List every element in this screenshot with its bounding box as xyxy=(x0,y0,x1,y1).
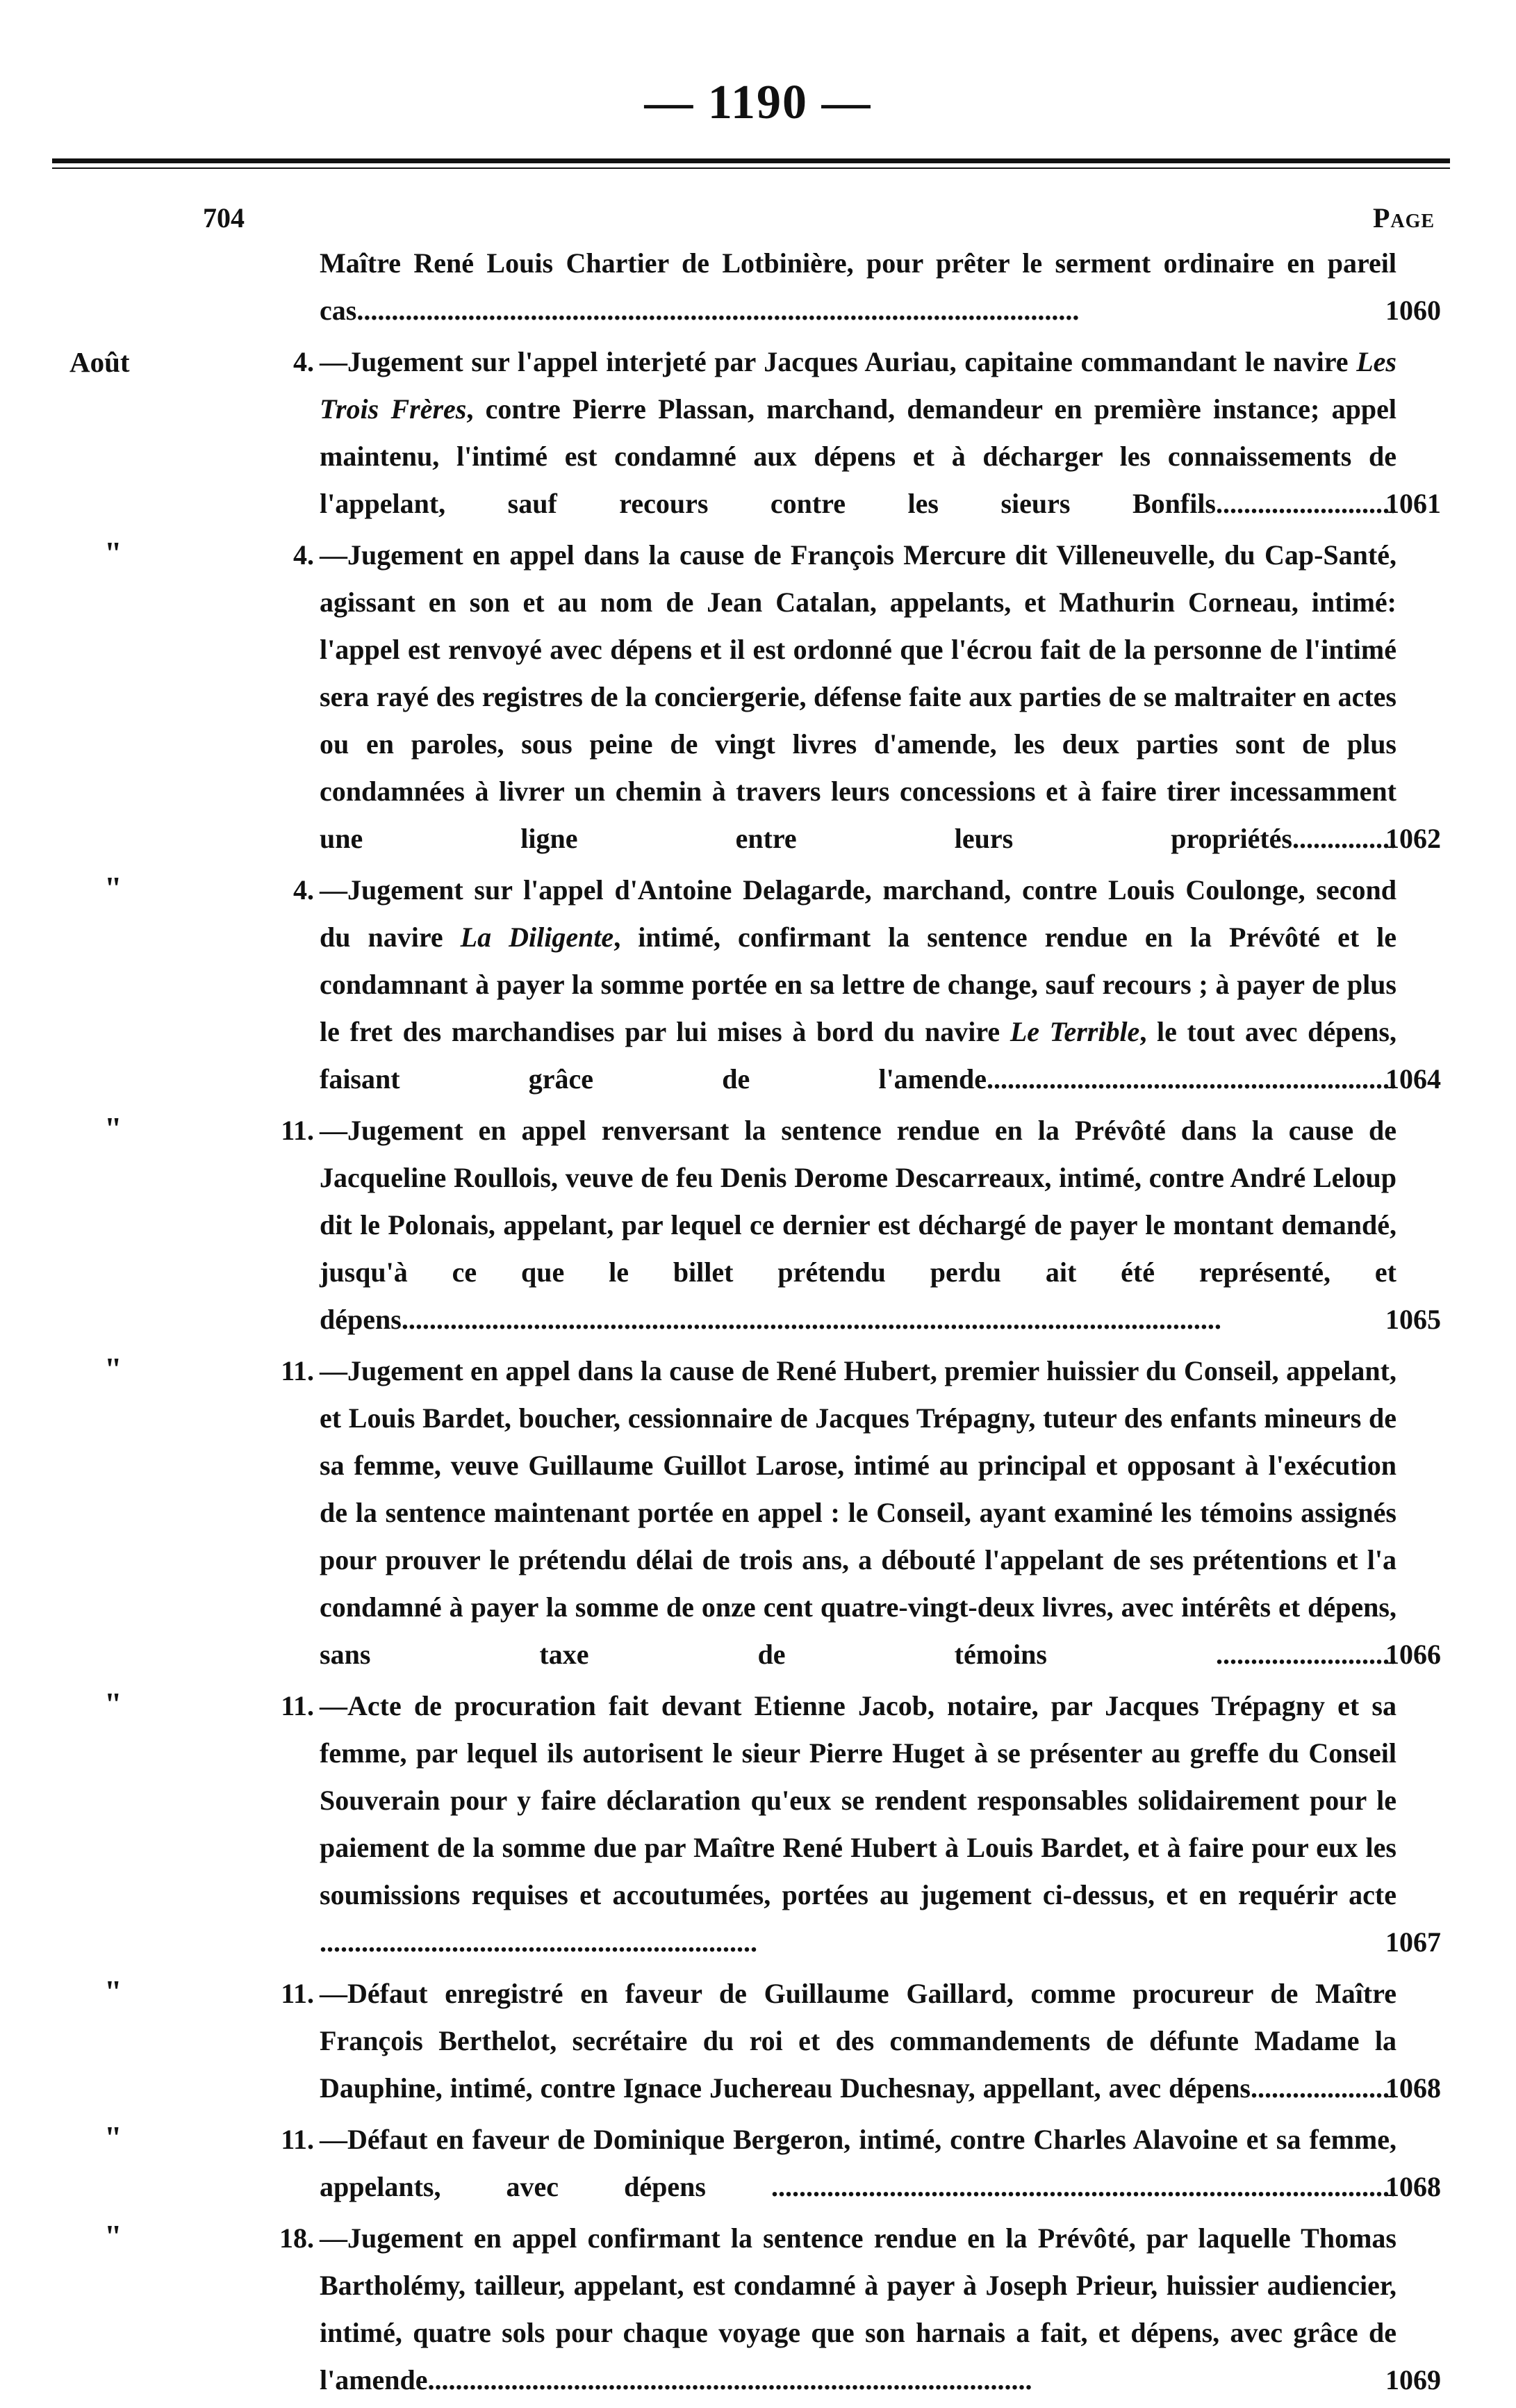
entry-text: —Défaut en faveur de Dominique Bergeron, intimé, contre Charles Alavoine et sa femme, appelants, avec dépens .......................................................................................... xyxy=(320,2124,1396,2202)
entry-body: Maître René Louis Chartier de Lotbinière, pour prêter le serment ordinaire en pareil cas........................................................................................................ xyxy=(320,247,1396,326)
entry-day: 11. xyxy=(281,1690,314,1721)
list-item xyxy=(0,1682,1516,1966)
ship-name: Les Trois Frères xyxy=(320,346,1396,425)
page-ref: 1069 xyxy=(1385,2364,1441,2395)
page-ref: 1061 xyxy=(1385,488,1441,519)
entry-text: —Jugement sur l'appel d'Antoine Delagarde, marchand, contre Louis Coulonge, second du navire La Diligente, intimé, confirmant la sentence rendue en la Prévôté et le condamnant à payer la somme portée en sa lettre de change, sauf recours ; à payer de plus le fret des marchandises par lui mises à bord du navire Le Terrible, le tout avec dépens, faisant grâce de l'amende........................................................... xyxy=(320,874,1397,1095)
page-ref: 1060 xyxy=(1385,295,1441,326)
entry-text: —Jugement en appel dans la cause de René Hubert, premier huissier du Conseil, appelant, et Louis Bardet, boucher, cessionnaire de Jacques Trépagny, tuteur des enfants mineurs de sa femme, veuve Guillaume Guillot Larose, intimé au principal et opposant à l'exécution de la sentence maintenant portée en appel : le Conseil, ayant examiné les témoins assignés pour prouver le prétendu délai de trois ans, a débouté l'appelant de ses prétentions et l'a condamné à payer la somme de onze cent quatre-vingt-deux livres, avec intérêts et dépens, sans taxe de témoins .......................... xyxy=(320,1355,1396,1670)
page-ref: 1065 xyxy=(1385,1304,1441,1335)
entry-text: —Jugement en appel confirmant la sentence rendue en la Prévôté, par laquelle Thomas Bartholémy, tailleur, appelant, est condamné à payer à Joseph Prieur, huissier audiencier, intimé, quatre sols pour chaque voyage que son harnais a fait, et dépens, avec grâce de l'amende....................................................................................... xyxy=(320,2222,1396,2395)
entry-text xyxy=(320,240,1396,334)
entry-day: 11. xyxy=(281,2124,314,2155)
list-item xyxy=(0,867,1516,1103)
year-label: 704 xyxy=(203,202,245,234)
list-item xyxy=(0,1107,1516,1343)
list-item xyxy=(0,2116,1516,2211)
entry-text: —Défaut enregistré en faveur de Guillaume Gaillard, comme procureur de Maître François Berthelot, secrétaire du roi et des commandements de défunte Madame la Dauphine, intimé, contre Ignace Juchereau Duchesnay, appellant, avec dépens..................... xyxy=(320,1978,1396,2104)
ditto-mark: " xyxy=(104,1351,122,1386)
entry-text: —Jugement en appel dans la cause de François Mercure dit Villeneuvelle, du Cap-Santé, agissant en son et au nom de Jean Catalan, appelants, et Mathurin Corneau, intimé: l'appel est renvoyé avec dépens et il est ordonné que l'écrou fait de la personne de l'intimé sera rayé des registres de la conciergerie, défense faite aux parties de se maltraiter en actes ou en paroles, sous peine de vingt livres d'amende, les deux parties sont de plus condamnées à livrer un chemin à travers leurs concessions et à faire tirer incessamment une ligne entre leurs propriétés............... xyxy=(320,539,1396,854)
list-item xyxy=(0,338,1516,527)
ship-name: La Diligente xyxy=(460,922,614,953)
ditto-mark: " xyxy=(104,1974,122,2009)
ditto-mark: " xyxy=(104,1686,122,1721)
page-ref: 1067 xyxy=(1385,1926,1441,1958)
ditto-mark: " xyxy=(104,2120,122,2155)
list-item xyxy=(0,1970,1516,2112)
list-item xyxy=(0,2215,1516,2404)
page-ref: 1068 xyxy=(1385,2171,1441,2202)
page-ref: 1064 xyxy=(1385,1063,1441,1095)
list-item xyxy=(0,1348,1516,1678)
entry-day: 11. xyxy=(281,1978,314,2009)
page-column-label: Page xyxy=(1373,202,1435,234)
ditto-mark: " xyxy=(104,870,122,906)
entry-day: 4. xyxy=(293,874,314,906)
entry-day: 11. xyxy=(281,1115,314,1146)
entry-text: —Acte de procuration fait devant Etienne Jacob, notaire, par Jacques Trépagny et sa femme, par lequel ils autorisent le sieur Pierre Huget à se présenter au greffe du Conseil Souverain pour y faire déclaration qu'eux se rendent responsables solidairement pour le paiement de la somme due par Maître René Hubert à Louis Bardet, et à faire pour eux les soumissions requises et accoutumées, portées au jugement ci-dessus, et en requérir acte ............................................................... xyxy=(320,1690,1396,1958)
entries-list xyxy=(0,240,1516,2408)
ditto-mark: " xyxy=(104,2218,122,2254)
entry-text: —Jugement en appel renversant la sentence rendue en la Prévôté dans la cause de Jacqueline Roullois, veuve de feu Denis Derome Descarreaux, intimé, contre André Leloup dit le Polonais, appelant, par lequel ce dernier est déchargé de payer le montant demandé, jusqu'à ce que le billet prétendu perdu ait été représenté, et dépens...................................................................................................................... xyxy=(320,1115,1396,1335)
entry-day: 4. xyxy=(293,539,314,571)
ship-name: Le Terrible xyxy=(1010,1016,1140,1047)
entry-month: Août xyxy=(69,346,130,378)
entry-day: 4. xyxy=(293,346,314,377)
page-ref: 1066 xyxy=(1385,1639,1441,1670)
list-item xyxy=(0,532,1516,862)
page-ref: 1062 xyxy=(1385,823,1441,854)
ditto-mark: " xyxy=(104,1111,122,1146)
header-rule xyxy=(52,158,1450,163)
page-ref: 1068 xyxy=(1385,2072,1441,2104)
page-number: — 1190 — xyxy=(644,76,872,129)
entry-day: 11. xyxy=(281,1355,314,1386)
list-item xyxy=(0,240,1516,334)
ditto-mark: " xyxy=(104,535,122,571)
entry-day: 18. xyxy=(279,2222,314,2254)
entry-text: —Jugement sur l'appel interjeté par Jacques Auriau, capitaine commandant le navire Les Trois Frères, contre Pierre Plassan, marchand, demandeur en première instance; appel maintenu, l'intimé est condamné aux dépens et à décharger les connaissements de l'appelant, sauf recours contre les sieurs Bonfils.......................... xyxy=(320,346,1396,519)
